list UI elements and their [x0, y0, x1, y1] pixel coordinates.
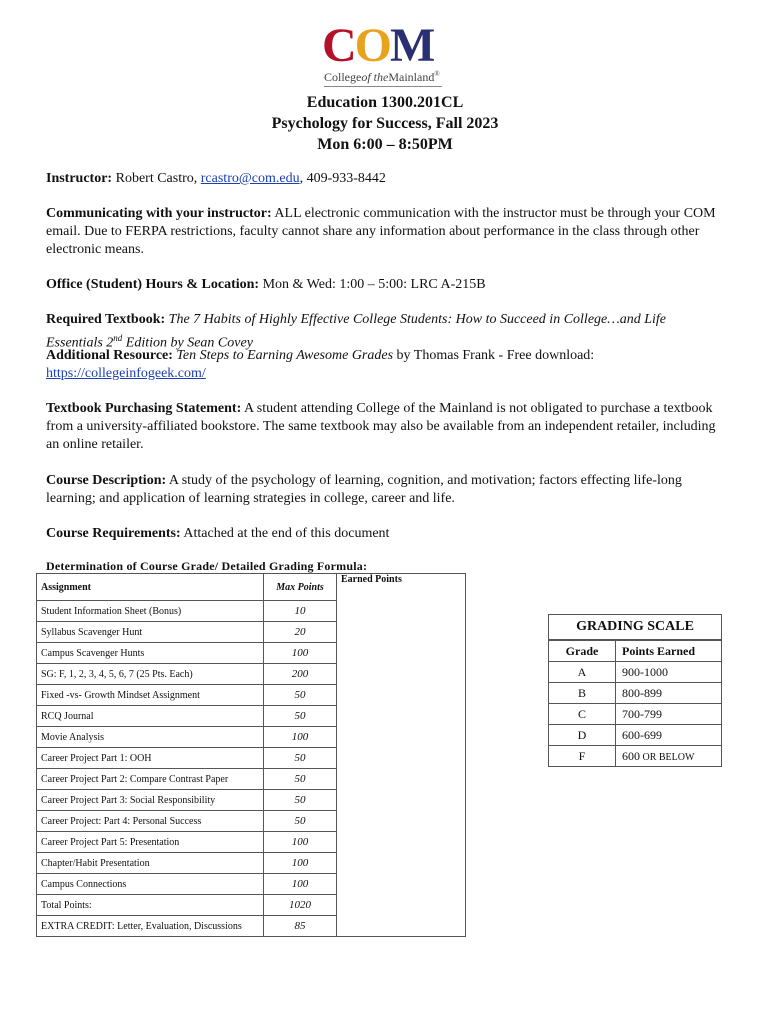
scale-header-points: Points Earned [616, 641, 722, 662]
assignment-cell: Movie Analysis [37, 727, 264, 748]
course-number: Education 1300.201CL [306, 94, 464, 111]
scale-row [549, 725, 721, 746]
table-row [37, 706, 466, 727]
table-row [37, 895, 466, 916]
max-points-cell: 85 [264, 916, 337, 937]
table-row [37, 643, 466, 664]
earned-points-cell [337, 706, 466, 727]
additional-resource-section [46, 347, 726, 383]
assignment-cell: Career Project Part 1: OOH [37, 748, 264, 769]
instructor-line [46, 170, 726, 188]
assignment-cell: Campus Connections [37, 874, 264, 895]
max-points-cell: 100 [264, 643, 337, 664]
scale-points-value: 600-699 [622, 727, 662, 742]
assignment-cell: EXTRA CREDIT: Letter, Evaluation, Discussions [37, 916, 264, 937]
header-assignment: Assignment [37, 574, 264, 601]
max-points-cell: 100 [264, 853, 337, 874]
grading-scale-table [549, 640, 721, 766]
communicating-text: ALL electronic communication with the instructor must be through your COM email. Due to FERPA restrictions, faculty cannot share any information about performance in the class through other electronic means. [46, 206, 716, 257]
logo-registered-mark: ® [434, 70, 440, 78]
table-row [37, 748, 466, 769]
additional-label: Additional Resource: [46, 348, 173, 363]
scale-row [549, 704, 721, 725]
assignment-cell: Fixed -vs- Growth Mindset Assignment [37, 685, 264, 706]
max-points-cell: 10 [264, 601, 337, 622]
earned-points-cell [337, 727, 466, 748]
max-points-cell: 50 [264, 790, 337, 811]
table-row [37, 916, 466, 937]
earned-points-cell [337, 916, 466, 937]
requirements-line [46, 525, 726, 543]
max-points-cell: 50 [264, 811, 337, 832]
communicating-section [46, 205, 726, 259]
requirements-label: Course Requirements: [46, 526, 181, 541]
earned-points-cell [337, 748, 466, 769]
earned-points-cell [337, 874, 466, 895]
max-points-cell: 50 [264, 685, 337, 706]
assignment-cell: Syllabus Scavenger Hunt [37, 622, 264, 643]
assignment-cell: Career Project Part 2: Compare Contrast Paper [37, 769, 264, 790]
scale-grade-cell: B [549, 683, 616, 704]
max-points-cell: 100 [264, 727, 337, 748]
grading-scale [548, 614, 722, 767]
earned-points-cell [337, 601, 466, 622]
table-row [37, 874, 466, 895]
scale-grade-cell: A [549, 662, 616, 683]
description-section [46, 472, 726, 508]
table-row [37, 601, 466, 622]
grading-table-body [37, 574, 466, 937]
table-row [37, 832, 466, 853]
scale-points-value: 700-799 [622, 706, 662, 721]
max-points-cell: 50 [264, 769, 337, 790]
earned-points-cell [337, 790, 466, 811]
table-row [37, 811, 466, 832]
instructor-label: Instructor: [46, 171, 113, 186]
max-points-cell: 1020 [264, 895, 337, 916]
assignment-cell: SG: F, 1, 2, 3, 4, 5, 6, 7 (25 Pts. Each) [37, 664, 264, 685]
purchasing-label: Textbook Purchasing Statement: [46, 401, 242, 416]
table-row [37, 790, 466, 811]
purchasing-section [46, 400, 726, 454]
table-row [37, 727, 466, 748]
table-row [37, 769, 466, 790]
textbook-superscript: nd [113, 333, 123, 343]
assignment-cell: Total Points: [37, 895, 264, 916]
assignment-cell: Student Information Sheet (Bonus) [37, 601, 264, 622]
description-label: Course Description: [46, 473, 167, 488]
assignment-cell: Career Project Part 3: Social Responsibility [37, 790, 264, 811]
scale-grade-cell: D [549, 725, 616, 746]
assignment-cell: Campus Scavenger Hunts [37, 643, 264, 664]
grading-scale-header [549, 641, 721, 662]
communicating-label: Communicating with your instructor: [46, 206, 272, 221]
additional-link[interactable]: https://collegeinfogeek.com/ [46, 366, 206, 381]
max-points-cell: 50 [264, 748, 337, 769]
earned-points-cell [337, 832, 466, 853]
course-time: Mon 6:00 – 8:50PM [317, 136, 453, 153]
scale-grade-cell: C [549, 704, 616, 725]
logo-tagline-a: College [324, 70, 362, 84]
textbook-label: Required Textbook: [46, 312, 166, 327]
description-text: A study of the psychology of learning, cognition, and motivation; factors effecting life-long learning; and application of learning strategies in college, career and life. [46, 473, 682, 506]
office-text: Mon & Wed: 1:00 – 5:00: LRC A-215B [259, 277, 486, 292]
scale-points-value: 600 [622, 748, 640, 763]
table-row [37, 664, 466, 685]
assignment-cell: RCQ Journal [37, 706, 264, 727]
logo-rule [324, 86, 442, 87]
logo-tagline-c: Mainland [388, 70, 435, 84]
additional-text: by Thomas Frank - Free download: [393, 348, 595, 363]
grading-scale-title: GRADING SCALE [549, 615, 721, 640]
logo-letter-c: C [322, 19, 355, 72]
scale-header-grade: Grade [549, 641, 616, 662]
earned-points-cell [337, 685, 466, 706]
instructor-email-link[interactable]: rcastro@com.edu [200, 171, 300, 186]
course-title: Psychology for Success, Fall 2023 [271, 115, 499, 132]
earned-points-cell [337, 643, 466, 664]
grading-caption: Determination of Course Grade/ Detailed Grading Formula: [46, 559, 368, 573]
assignment-cell: Career Project Part 5: Presentation [37, 832, 264, 853]
scale-points-value: 800-899 [622, 685, 662, 700]
grading-table [36, 573, 466, 937]
table-row [37, 685, 466, 706]
scale-row [549, 683, 721, 704]
max-points-cell: 200 [264, 664, 337, 685]
logo-tagline [324, 70, 440, 85]
grading-scale-body [549, 641, 721, 767]
header-max-points: Max Points [264, 574, 337, 601]
logo-tagline-b: of the [361, 70, 389, 84]
scale-row [549, 746, 721, 767]
scale-points-value: 900-1000 [622, 664, 668, 679]
office-hours-line [46, 276, 726, 294]
logo-letters [322, 19, 434, 72]
instructor-phone: , 409-933-8442 [299, 171, 386, 186]
scale-points-cell [616, 683, 722, 704]
header-earned-points: Earned Points [337, 574, 466, 601]
max-points-cell: 100 [264, 874, 337, 895]
earned-points-cell [337, 622, 466, 643]
purchasing-text: A student attending College of the Mainland is not obligated to purchase a textbook from a university-affiliated bookstore. The same textbook may also be available from an independent retailer, including an online retailer. [46, 401, 716, 452]
scale-points-cell [616, 662, 722, 683]
office-label: Office (Student) Hours & Location: [46, 277, 260, 292]
max-points-cell: 20 [264, 622, 337, 643]
earned-points-cell [337, 895, 466, 916]
grading-table-header [37, 574, 466, 601]
table-row [37, 622, 466, 643]
logo-letter-m: M [390, 19, 434, 72]
assignment-cell: Career Project: Part 4: Personal Success [37, 811, 264, 832]
scale-points-cell [616, 746, 722, 767]
logo-letter-o: O [354, 19, 391, 72]
textbook-edition: Edition by Sean Covey [122, 335, 253, 351]
max-points-cell: 100 [264, 832, 337, 853]
scale-row [549, 662, 721, 683]
scale-points-cell [616, 725, 722, 746]
college-logo [318, 19, 448, 88]
assignment-cell: Chapter/Habit Presentation [37, 853, 264, 874]
max-points-cell: 50 [264, 706, 337, 727]
scale-grade-cell: F [549, 746, 616, 767]
requirements-text: Attached at the end of this document [180, 526, 390, 541]
earned-points-cell [337, 664, 466, 685]
textbook-title: The 7 Habits of Highly Effective College Students: How to Succeed in College…and Life Essentials 2 [46, 312, 666, 351]
earned-points-cell [337, 853, 466, 874]
additional-title: Ten Steps to Earning Awesome Grades [172, 348, 394, 363]
course-header [0, 92, 770, 155]
table-row [37, 853, 466, 874]
earned-points-cell [337, 811, 466, 832]
earned-points-cell [337, 769, 466, 790]
scale-points-suffix: OR BELOW [640, 751, 695, 763]
instructor-name: Robert Castro, [112, 171, 201, 186]
scale-points-cell [616, 704, 722, 725]
